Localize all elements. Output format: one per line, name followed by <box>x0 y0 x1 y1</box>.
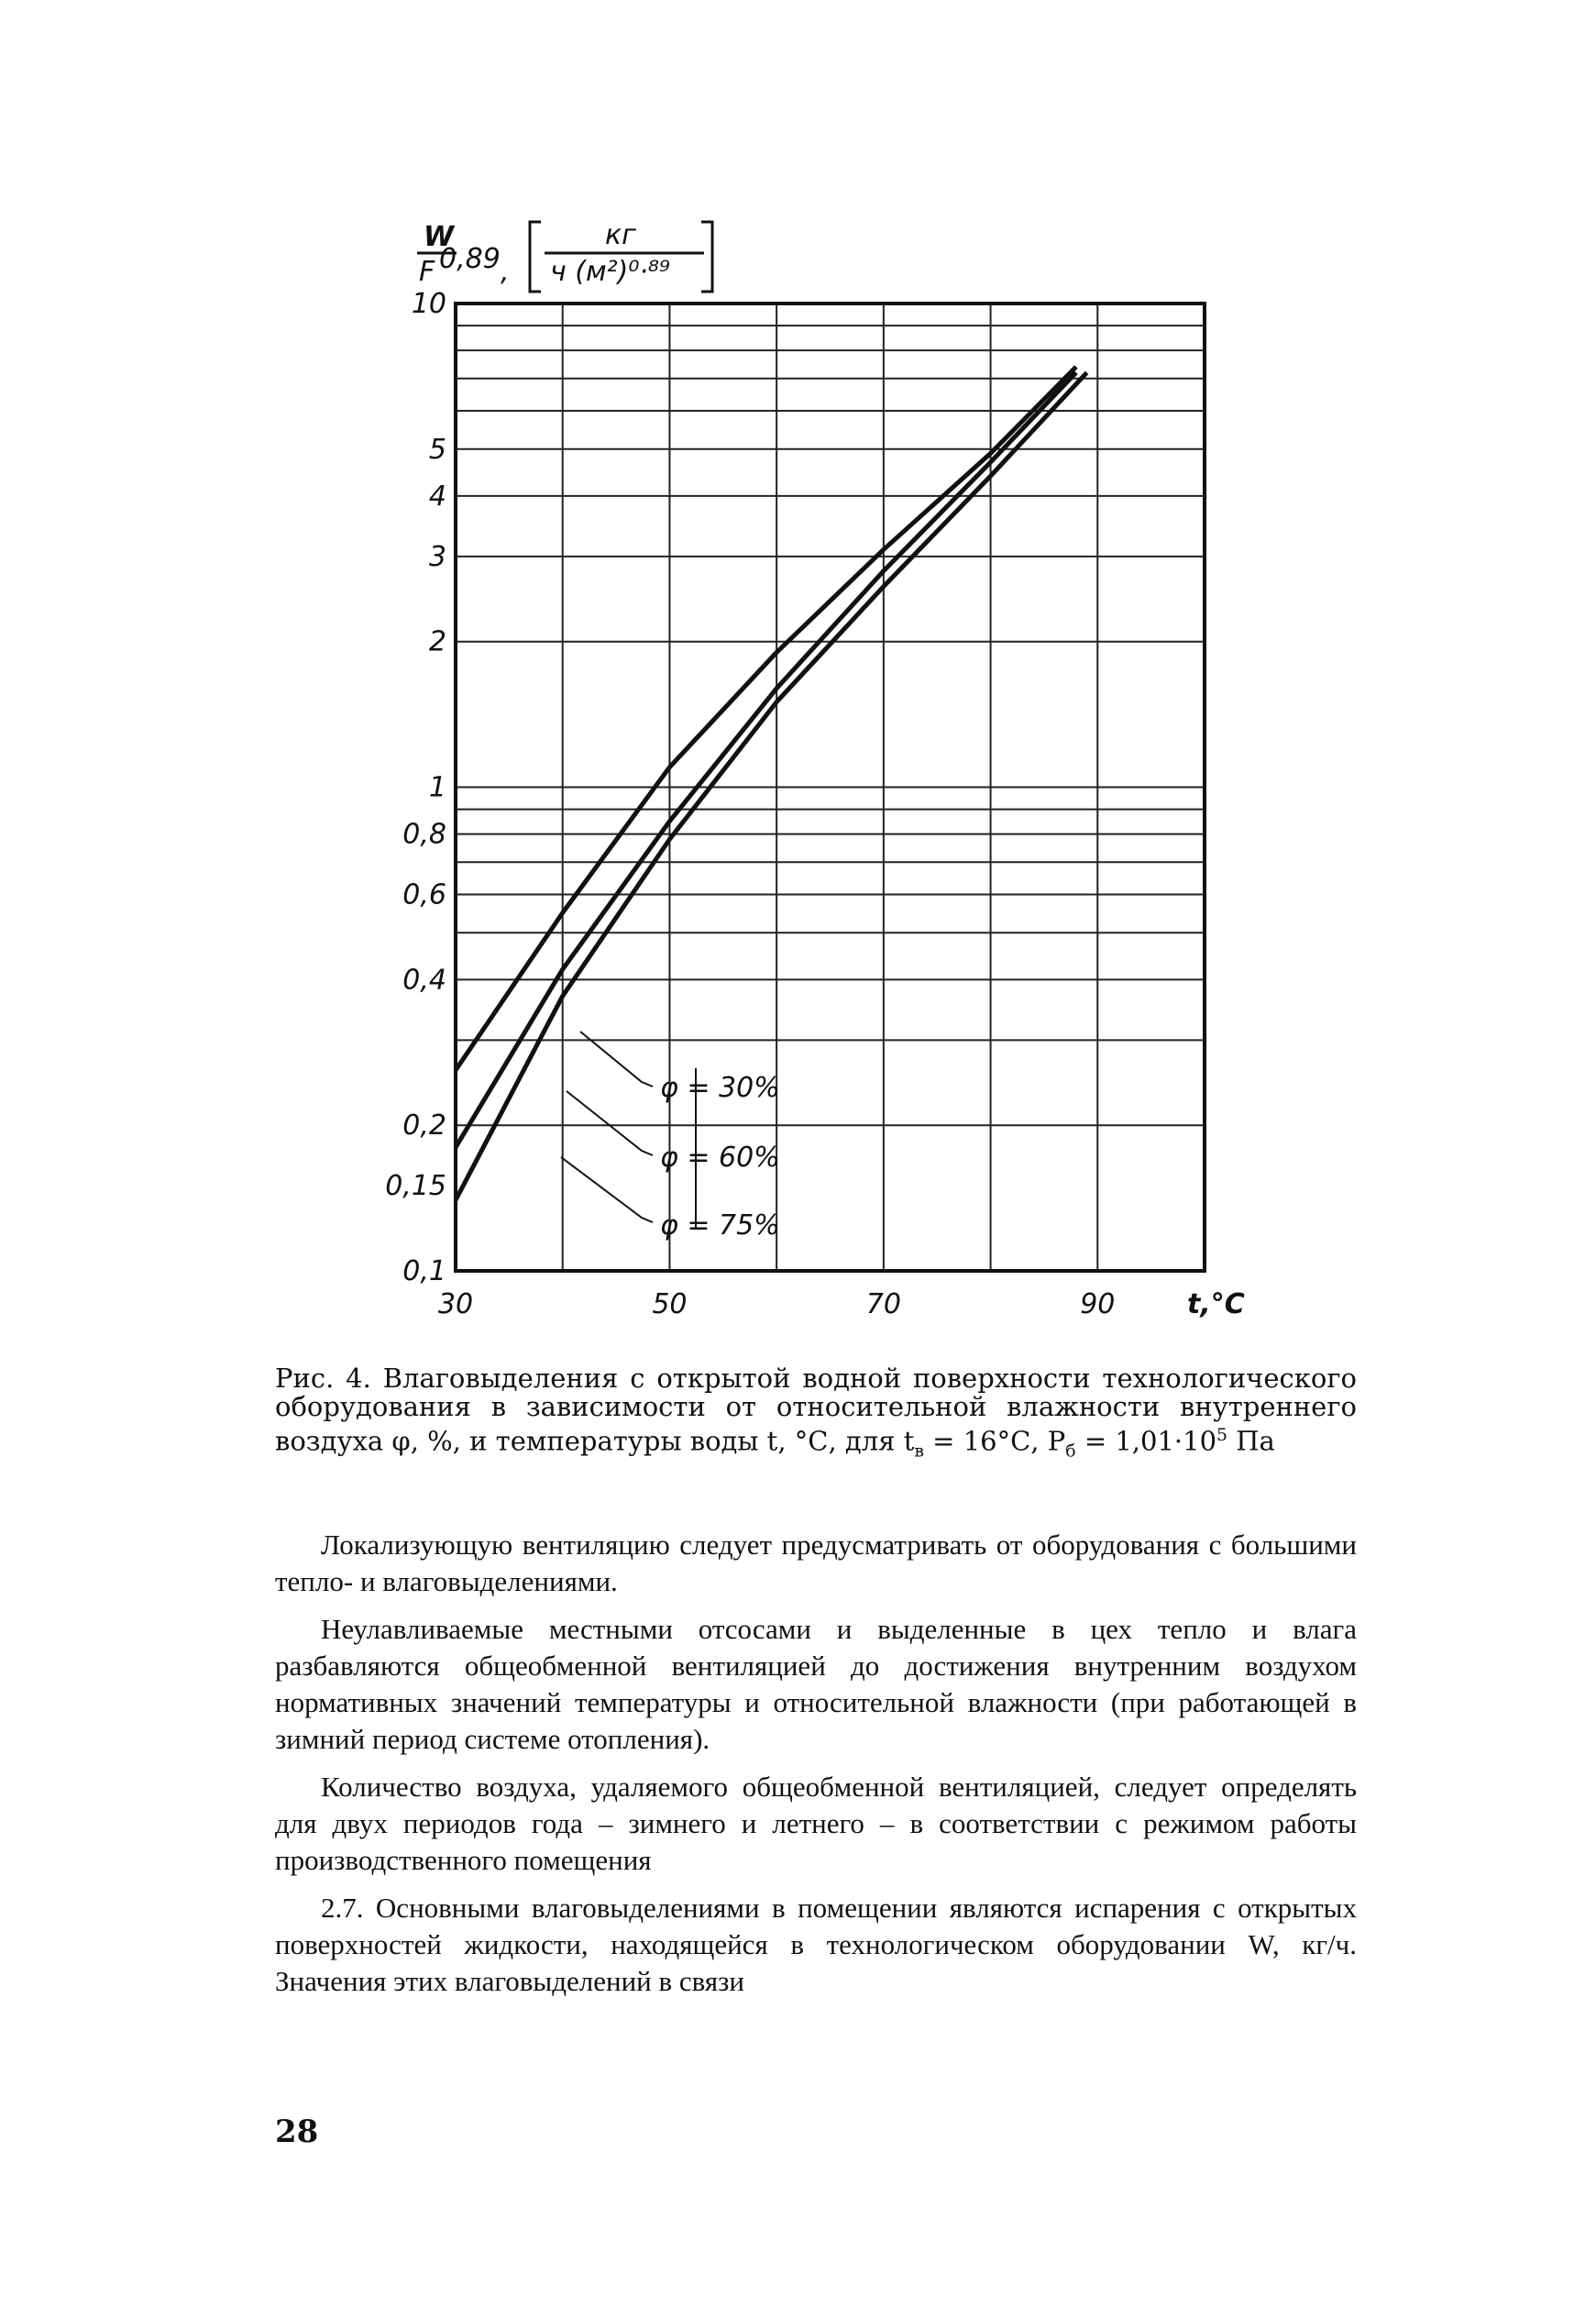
x-tick-label: 50 <box>652 1288 688 1320</box>
body-text <box>275 1527 1357 2011</box>
y-tick-label: 0,6 <box>402 878 446 911</box>
y-axis-title <box>417 219 712 292</box>
annotation-phi-30: φ = 30% <box>660 1072 780 1104</box>
paragraph: Количество воздуха, удаляемого общеобменной вентиляцией, следует определять для двух периодов года – зимнего и летнего – в соответствии с режимом работы производственного помещения <box>275 1771 1357 1876</box>
y-title-numerator: W <box>424 221 455 253</box>
caption-sub: в <box>914 1441 924 1462</box>
y-tick-label: 0,2 <box>402 1109 446 1142</box>
paragraph: Неулавливаемые местными отсосами и выделенные в цех тепло и влага разбавляются общеобменной вентиляцией до достижения внутренним воздухом нормативных значений температуры и относительной влажности (при работающей в зимний период системе отопления). <box>275 1613 1357 1755</box>
chart-grid <box>456 304 1205 1271</box>
y-tick-label: 3 <box>428 540 446 573</box>
x-tick-label: 90 <box>1080 1288 1116 1320</box>
annotation-phi-75: φ = 75% <box>660 1209 780 1242</box>
y-tick-label: 0,15 <box>385 1170 446 1203</box>
leader-line-75 <box>561 1157 653 1222</box>
y-tick-label: 2 <box>428 625 446 658</box>
x-axis-title: t,°C <box>1187 1288 1245 1320</box>
caption-tail: = 16°С, P <box>923 1425 1066 1457</box>
caption-sub2: б <box>1065 1441 1076 1462</box>
x-tick-label: 70 <box>865 1288 901 1320</box>
figure-caption <box>275 1364 1357 1465</box>
caption-sup: 5 <box>1216 1426 1228 1445</box>
leader-line-60 <box>567 1091 653 1155</box>
y-tick-label: 0,4 <box>402 964 446 997</box>
caption-unit: Па <box>1227 1425 1275 1457</box>
y-title-exponent: 0,89 <box>439 243 501 275</box>
y-tick-label: 0,8 <box>402 818 446 851</box>
x-tick-label: 30 <box>437 1288 474 1320</box>
y-title-separator: , <box>501 256 510 288</box>
series-line-1 <box>456 372 1076 1147</box>
y-tick-label: 5 <box>428 433 446 466</box>
y-title-denominator: F <box>419 256 435 288</box>
y-tick-label: 1 <box>428 771 446 804</box>
page-number: 28 <box>275 2114 319 2150</box>
y-title-left-bracket <box>530 222 541 292</box>
y-tick-labels <box>385 288 446 1287</box>
paragraph: Локализующую вентиляцию следует предусматривать от оборудования с большими тепло- и влаговыделениями. <box>275 1529 1357 1597</box>
caption-text: Рис. 4. Влаговыделения с открытой водной поверхности технологического оборудования в зависимости от относительной влажности внутреннего воздуха φ, %, и температуры воды t, °С, для t <box>275 1363 1357 1457</box>
annotation-phi-60: φ = 60% <box>660 1142 780 1174</box>
x-tick-labels <box>438 1288 1115 1320</box>
y-tick-label: 0,1 <box>402 1255 446 1287</box>
y-title-right-bracket <box>701 222 712 292</box>
paragraph: 2.7. Основными влаговыделениями в помещении являются испарения с открытых поверхностей жидкости, находящейся в технологическом оборудовании W, кг/ч. Значения этих влаговыделений в связи <box>275 1892 1357 1997</box>
y-tick-label: 10 <box>411 288 446 320</box>
y-tick-label: 4 <box>428 480 446 513</box>
caption-end: = 1,01·10 <box>1075 1425 1217 1457</box>
y-title-unit-denominator: ч (м²)⁰·⁸⁹ <box>550 256 670 288</box>
y-title-unit-numerator: кг <box>605 219 636 251</box>
